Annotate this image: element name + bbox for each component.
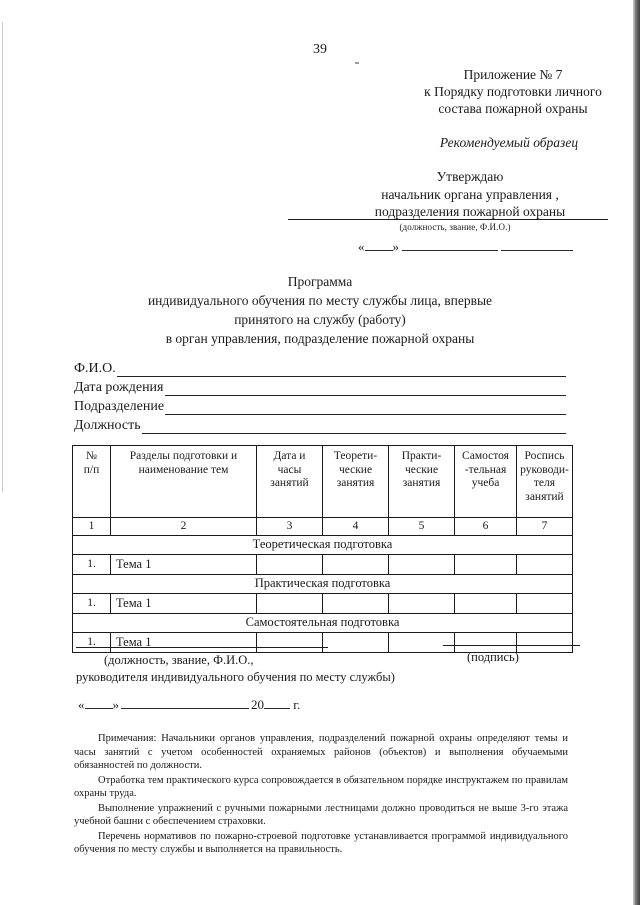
program-title-line-1: Программа bbox=[287, 274, 353, 289]
signature-rule bbox=[443, 645, 580, 646]
date-year-blank[interactable] bbox=[264, 708, 290, 709]
table-header-cell-self-study bbox=[455, 446, 517, 518]
program-title-line-2: индивидуального обучения по месту службы лица, впервые bbox=[147, 293, 493, 308]
field-input-subdivision[interactable] bbox=[165, 401, 566, 415]
field-row-birthdate bbox=[74, 377, 566, 396]
approval-date-open-quote: « bbox=[358, 239, 365, 254]
note-paragraph-4: Перечень нормативов по пожарно-строевой подготовке устанавливается программой индивидуального обучения по месту службы и выполняется на правильность. bbox=[74, 830, 568, 855]
header-signature-line-4: занятий bbox=[525, 490, 564, 503]
row-practice[interactable] bbox=[389, 633, 455, 653]
date-month-blank[interactable] bbox=[121, 708, 249, 709]
note-paragraph-1: Примечания: Начальники органов управления, подразделений пожарной охраны определяют темы и часы занятий с учетом особенностей охраняемых районов (объектов) и выполнения обучаемыми обязанностей по должности. bbox=[74, 733, 568, 771]
header-signature-line-1: Роспись bbox=[524, 450, 565, 462]
note-paragraph-2: Отработка тем практического курса сопровождается в обязательном порядке инструктажем по правилам охраны труда. bbox=[74, 774, 568, 799]
column-index-7: 7 bbox=[517, 518, 573, 536]
section-title-self-study: Самостоятельная подготовка bbox=[73, 614, 573, 633]
appendix-reference bbox=[398, 66, 628, 117]
row-date-hours[interactable] bbox=[257, 555, 323, 575]
field-input-fio[interactable] bbox=[117, 363, 566, 377]
column-index-5: 5 bbox=[389, 518, 455, 536]
row-theory[interactable] bbox=[323, 633, 389, 653]
row-number: 1. bbox=[73, 594, 111, 614]
approval-month-blank[interactable] bbox=[402, 250, 498, 251]
header-date-hours-line-3: занятий bbox=[270, 477, 309, 489]
row-theme: Тема 1 bbox=[111, 633, 257, 653]
header-date-hours-line-2: часы bbox=[277, 463, 302, 476]
program-title bbox=[60, 272, 580, 348]
approval-line-1: Утверждаю bbox=[436, 169, 504, 184]
appendix-line-2: к Порядку подготовки личного bbox=[424, 84, 602, 99]
approval-date-line bbox=[358, 239, 573, 255]
approval-day-blank[interactable] bbox=[365, 250, 393, 251]
row-practice[interactable] bbox=[389, 555, 455, 575]
approval-signature-rule bbox=[288, 219, 608, 220]
table-section-header-practice bbox=[73, 575, 573, 594]
header-practice-line-1: Практи- bbox=[401, 450, 442, 462]
header-number-line-2: п/п bbox=[83, 463, 100, 476]
scan-edge-left bbox=[2, 22, 3, 492]
row-signature[interactable] bbox=[517, 633, 573, 653]
header-date-hours-line-1: Дата и bbox=[273, 450, 306, 462]
program-title-line-4: в орган управления, подразделение пожарной охраны bbox=[165, 331, 475, 346]
table-header-cell-sections bbox=[111, 446, 257, 518]
document-date-line bbox=[78, 697, 300, 713]
approval-line-3: подразделения пожарной охраны bbox=[374, 204, 566, 219]
approval-caption: (должность, звание, Ф.И.О.) bbox=[399, 222, 511, 232]
section-title-theory: Теоретическая подготовка bbox=[73, 536, 573, 555]
row-theory[interactable] bbox=[323, 594, 389, 614]
column-index-3: 3 bbox=[257, 518, 323, 536]
field-label-birthdate: Дата рождения bbox=[74, 380, 164, 395]
scan-speck bbox=[355, 62, 359, 64]
field-input-birthdate[interactable] bbox=[165, 382, 567, 396]
table-section-header-theory bbox=[73, 536, 573, 555]
header-theory-line-3: занятия bbox=[336, 477, 375, 489]
notes-section bbox=[74, 732, 568, 857]
page-number: 39 bbox=[313, 42, 327, 57]
date-year-suffix: г. bbox=[293, 697, 301, 712]
row-theme: Тема 1 bbox=[111, 594, 257, 614]
signature-caption: (подпись) bbox=[467, 650, 519, 664]
supervisor-signature-rule bbox=[76, 647, 328, 648]
header-self-study-line-1: Самостоя bbox=[462, 450, 509, 462]
field-row-position bbox=[74, 415, 566, 434]
scan-edge-right bbox=[633, 0, 640, 905]
approval-date-close-quote: » bbox=[392, 239, 399, 254]
date-close-quote: » bbox=[112, 697, 119, 712]
field-input-position[interactable] bbox=[142, 420, 566, 434]
row-number: 1. bbox=[73, 555, 111, 575]
appendix-line-3: состава пожарной охраны bbox=[438, 101, 588, 116]
note-paragraph-3: Выполнение упражнений с ручными пожарными лестницами должно проводиться не выше 3-го этажа учебной башни с обеспечением страховки. bbox=[74, 802, 568, 827]
row-signature[interactable] bbox=[517, 555, 573, 575]
header-signature-line-3: теля bbox=[533, 477, 556, 489]
table-section-header-self-study bbox=[73, 614, 573, 633]
row-theme: Тема 1 bbox=[111, 555, 257, 575]
column-index-2: 2 bbox=[111, 518, 257, 536]
field-label-subdivision: Подразделение bbox=[74, 399, 165, 414]
column-index-1: 1 bbox=[73, 518, 111, 536]
table-header-cell-practice bbox=[389, 446, 455, 518]
table-header-cell-number bbox=[73, 446, 111, 518]
header-signature-line-2: руководи- bbox=[520, 463, 569, 476]
row-number: 1. bbox=[73, 633, 111, 653]
header-sections-line-2: наименование тем bbox=[138, 463, 229, 476]
date-open-quote: « bbox=[78, 697, 85, 712]
supervisor-caption bbox=[76, 652, 504, 686]
row-practice[interactable] bbox=[389, 594, 455, 614]
table-row bbox=[73, 594, 573, 614]
table-header-row bbox=[73, 446, 573, 518]
row-theory[interactable] bbox=[323, 555, 389, 575]
table-header-cell-theory bbox=[323, 446, 389, 518]
table-header-cell-date-hours bbox=[257, 446, 323, 518]
header-self-study-line-2: -тельная bbox=[464, 463, 507, 476]
approval-block bbox=[330, 168, 610, 221]
row-date-hours[interactable] bbox=[257, 594, 323, 614]
field-label-position: Должность bbox=[74, 418, 141, 433]
header-practice-line-3: занятия bbox=[402, 477, 441, 489]
field-label-fio: Ф.И.О. bbox=[74, 361, 116, 376]
supervisor-caption-line-2: руководителя индивидуального обучения по месту службы) bbox=[76, 670, 395, 684]
header-theory-line-2: ческие bbox=[338, 463, 373, 476]
row-date-hours[interactable] bbox=[257, 633, 323, 653]
training-plan-table bbox=[72, 445, 573, 653]
field-row-subdivision bbox=[74, 396, 566, 415]
appendix-line-1: Приложение № 7 bbox=[463, 67, 563, 82]
personal-data-fields bbox=[74, 358, 566, 434]
header-theory-line-1: Теорети- bbox=[333, 450, 378, 462]
header-self-study-line-3: учеба bbox=[471, 477, 500, 489]
row-signature[interactable] bbox=[517, 594, 573, 614]
table-row bbox=[73, 555, 573, 575]
column-index-6: 6 bbox=[455, 518, 517, 536]
sample-note: Рекомендуемый образец bbox=[439, 135, 579, 150]
column-index-4: 4 bbox=[323, 518, 389, 536]
section-title-practice: Практическая подготовка bbox=[73, 575, 573, 594]
header-practice-line-2: ческие bbox=[404, 463, 439, 476]
row-self-study[interactable] bbox=[455, 594, 517, 614]
table-column-number-row bbox=[73, 518, 573, 536]
approval-year-blank[interactable] bbox=[501, 250, 573, 251]
date-year-prefix: 20 bbox=[251, 697, 264, 712]
table-header-cell-signature bbox=[517, 446, 573, 518]
program-title-line-3: принятого на службу (работу) bbox=[234, 312, 406, 327]
header-number-line-1: № bbox=[86, 450, 97, 462]
supervisor-caption-line-1: (должность, звание, Ф.И.О., bbox=[104, 653, 254, 667]
date-day-blank[interactable] bbox=[85, 708, 113, 709]
field-row-fio bbox=[74, 358, 566, 377]
row-self-study[interactable] bbox=[455, 555, 517, 575]
header-sections-line-1: Разделы подготовки и bbox=[129, 450, 238, 462]
approval-line-2: начальник органа управления , bbox=[381, 186, 559, 202]
